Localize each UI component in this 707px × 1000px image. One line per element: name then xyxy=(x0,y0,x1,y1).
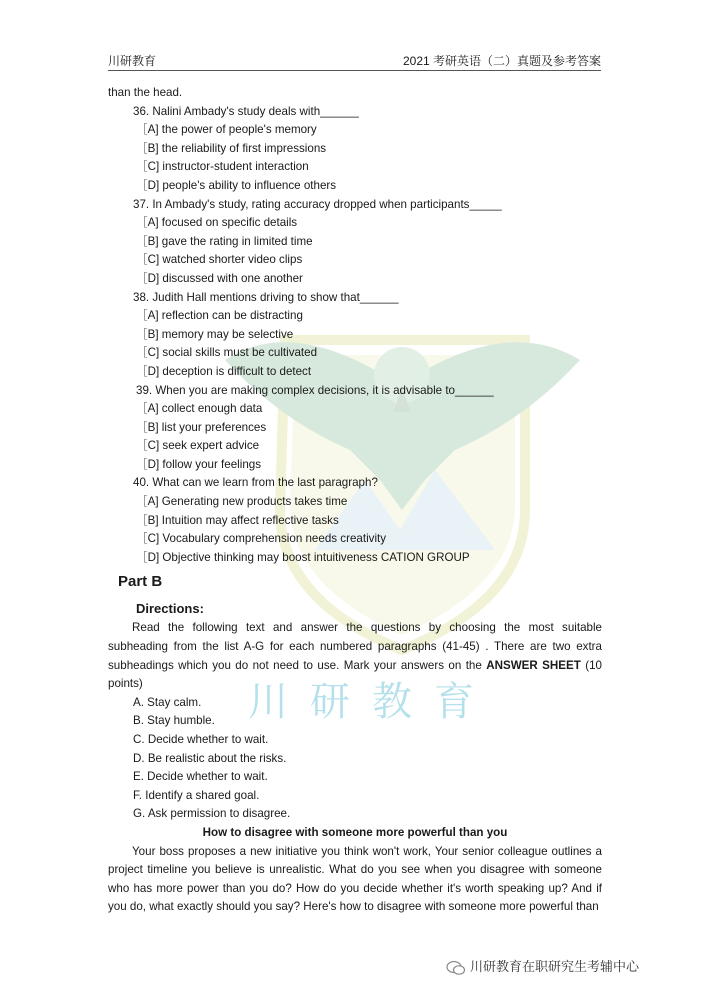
question-stem: 39. When you are making complex decisions, it is advisable to______ xyxy=(136,383,494,397)
header-rule xyxy=(108,70,601,71)
footer-text: 川研教育在职研究生考辅中心 xyxy=(470,959,640,974)
page-header xyxy=(108,52,601,70)
watermark-org-text: CATION GROUP xyxy=(380,550,470,564)
subheading-item: A. Stay calm. xyxy=(133,695,202,709)
page-content xyxy=(108,84,602,917)
subheading-item: B. Stay humble. xyxy=(133,714,215,728)
watermark-text: 川研教育 xyxy=(248,679,496,725)
directions-text xyxy=(108,619,602,693)
directions-post: (10 points) xyxy=(108,658,602,691)
question-option: ［A] the power of people's memory xyxy=(136,123,317,137)
question-option: ［D] deception is difficult to detect xyxy=(136,364,312,378)
part-b-title: Part B xyxy=(118,573,163,591)
subheading-item: G. Ask permission to disagree. xyxy=(133,807,291,821)
question-option: ［B] gave the rating in limited time xyxy=(136,234,313,248)
subheading-item: D. Be realistic about the risks. xyxy=(133,751,287,765)
wechat-icon xyxy=(446,961,466,975)
question-option: ［B] memory may be selective xyxy=(136,327,294,341)
header-right: 2021 考研英语（二）真题及参考答案 xyxy=(402,54,601,68)
directions-label: Directions: xyxy=(136,601,204,617)
directions-pre: Read the following text and answer the questions by choosing the most suitable subheading from the list A-G for each numbered paragraphs (41-45) . There are two extra subheadings which you do not need to use. Mark your answers on the xyxy=(108,621,602,672)
question-option: ［C] Vocabulary comprehension needs creativity xyxy=(136,532,387,546)
question-option xyxy=(108,549,602,568)
question-option: ［C] watched shorter video clips xyxy=(136,253,303,267)
footer-watermark xyxy=(446,956,639,975)
question-option: ［C] instructor-student interaction xyxy=(136,160,309,174)
question-stem: 38. Judith Hall mentions driving to show that______ xyxy=(133,290,399,304)
question-option: ［C] social skills must be cultivated xyxy=(136,346,318,360)
subheading-item: C. Decide whether to wait. xyxy=(133,733,269,746)
question-stem: 40. What can we learn from the last paragraph? xyxy=(133,476,378,490)
question-option: ［A] collect enough data xyxy=(136,402,263,416)
question-option: ［A] focused on specific details xyxy=(136,216,298,230)
question-option: ［C] seek expert advice xyxy=(136,439,260,453)
option-text: ［D] Objective thinking may boost intuitiveness xyxy=(136,550,378,564)
question-option: ［B] Intuition may affect reflective tasks xyxy=(136,513,339,527)
question-stem: 37. In Ambady's study, rating accuracy dropped when participants_____ xyxy=(133,197,502,211)
question-option: ［D] people's ability to influence others xyxy=(136,178,337,192)
subheading-item: F. Identify a shared goal. xyxy=(133,788,260,802)
answer-sheet-text: ANSWER SHEET xyxy=(486,658,581,672)
question-option: ［B] the reliability of first impressions xyxy=(136,141,327,155)
question-stem: 36. Nalini Ambady's study deals with______ xyxy=(133,104,359,118)
passage-title: How to disagree with someone more powerful than you xyxy=(202,825,508,839)
header-left: 川研教育 xyxy=(108,54,157,68)
passage-paragraph: Your boss proposes a new initiative you think won't work, Your senior colleague outlines a project timeline you believe is unrealistic. What do you see when you disagree with someone who has more power than you do? How do you decide whether it's worth speaking up? And if you do, what exactly should you say? Here's how to disagree with someone more powerful than xyxy=(108,844,602,914)
lead-in-text: than the head. xyxy=(108,86,183,99)
question-option: ［A] reflection can be distracting xyxy=(136,309,303,323)
question-option: ［B] list your preferences xyxy=(136,420,267,434)
question-option: ［D] follow your feelings xyxy=(136,457,262,471)
question-option: ［A] Generating new products takes time xyxy=(136,495,348,509)
subheading-item: E. Decide whether to wait. xyxy=(133,770,268,784)
question-option: ［D] discussed with one another xyxy=(136,271,303,285)
